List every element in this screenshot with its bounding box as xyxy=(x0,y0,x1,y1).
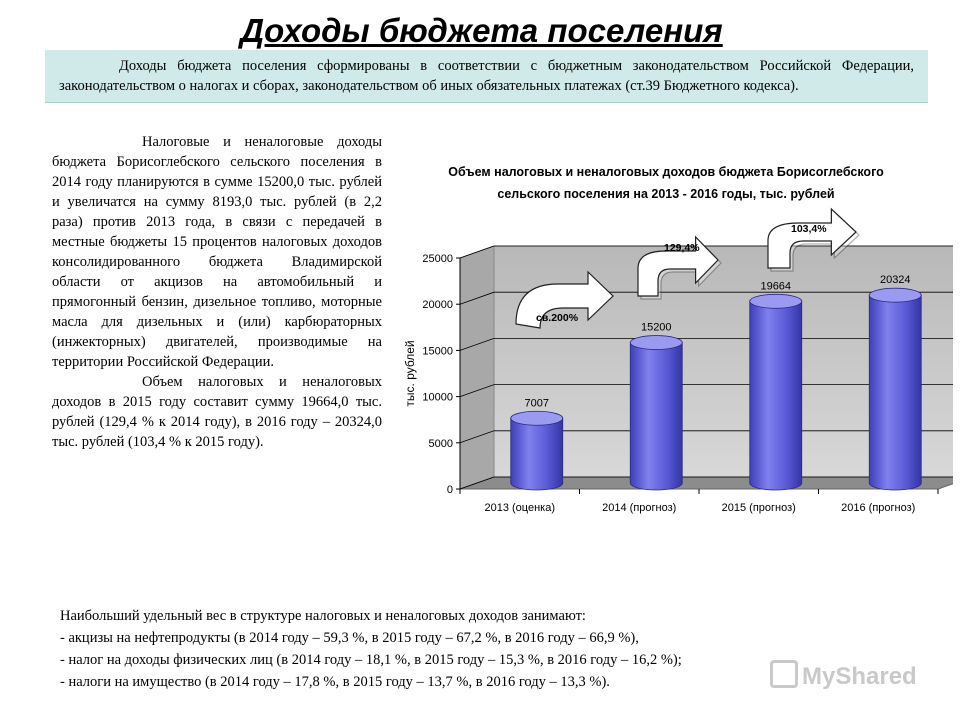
paragraph-2015-2016: Объем налоговых и неналоговых доходов в 2015 году составит сумму 19664,0 тыс. рублей (129,4 % к 2014 году), в 2016 году – 20324,0 тыс. рублей (103,4 % к 2015 году). xyxy=(52,374,382,450)
y-tick-label: 25000 xyxy=(422,253,453,265)
chart-svg xyxy=(398,134,953,530)
y-tick-label: 20000 xyxy=(422,299,453,312)
y-tick-label: 15000 xyxy=(422,345,453,358)
bar-2 xyxy=(750,301,802,490)
data-label-3: 20324 xyxy=(879,274,911,287)
intro-text: Доходы бюджета поселения сформированы в соответствии с бюджетным законодательством Российской Федерации, законодательством о налогах и сборах, законодательством об иных обязательных платежах (ст.39 Бюджетного кодекса). xyxy=(59,58,914,94)
bar-top-0 xyxy=(511,411,563,425)
growth-label-3: 103,4% xyxy=(791,223,827,235)
x-tick-label-3: 2016 (прогноз) xyxy=(841,502,916,514)
x-tick-label-2: 2015 (прогноз) xyxy=(721,502,796,514)
watermark-text: MyShared xyxy=(802,663,917,690)
paragraph-2014: Налоговые и неналоговые доходы бюджета Борисоглебского сельского поселения в 2014 году планируются в сумме 15200,0 тыс. рублей и увеличатся на сумму 8193,0 тыс. рублей (в 2,2 раза) против 2013 года, в связи с передачей в местные бюджеты 15 процентов налоговых доходов консолидированного бюджета Владимирской области от акцизов на автомобильный и прямогонный бензин, дизельное топливо, моторные масла для дизельных и (или) карбюраторных (инжекторных) двигателей, производимые на территории Российской Федерации. xyxy=(52,134,382,370)
structure-heading: Наибольший удельный вес в структуре налоговых и неналоговых доходов занимают: xyxy=(60,608,586,624)
chart-title-line: Объем налоговых и неналоговых доходов бюджета Борисоглебского xyxy=(448,165,884,179)
growth-label-1: св.200% xyxy=(536,312,579,324)
watermark-logo xyxy=(770,660,917,691)
chart-title-line: сельского поселения на 2013 - 2016 годы, тыс. рублей xyxy=(497,187,835,201)
x-tick-label-0: 2013 (оценка) xyxy=(484,502,556,514)
bar-top-3 xyxy=(869,288,921,302)
watermark-icon xyxy=(770,660,798,688)
structure-item-income-tax: - налог на доходы физических лиц (в 2014 году – 18,1 %, в 2015 году – 15,3 %, в 2016 году – 16,2 %); xyxy=(60,652,682,668)
structure-item-property-tax: - налоги на имущество (в 2014 году – 17,8 %, в 2015 году – 13,7 %, в 2016 году – 13,3 %). xyxy=(60,674,610,690)
y-tick-label: 0 xyxy=(446,484,453,496)
structure-item-excise: - акцизы на нефтепродукты (в 2014 году – 59,3 %, в 2015 году – 67,2 %, в 2016 году – 66,9 %), xyxy=(60,630,639,646)
growth-label-2: 129,4% xyxy=(664,242,700,254)
bar-top-1 xyxy=(630,336,682,350)
y-axis-label: тыс. рублей xyxy=(403,340,417,407)
x-tick-label-1: 2014 (прогноз) xyxy=(602,502,677,514)
revenue-chart xyxy=(398,134,953,530)
left-text-block xyxy=(52,132,382,452)
y-tick-label: 10000 xyxy=(422,391,453,404)
bar-0 xyxy=(511,418,563,490)
bar-3 xyxy=(869,295,921,490)
data-label-1: 15200 xyxy=(640,321,672,334)
y-tick-label: 5000 xyxy=(428,437,453,450)
data-label-2: 19664 xyxy=(760,280,792,293)
data-label-0: 7007 xyxy=(524,397,549,410)
chart-side-wall xyxy=(460,246,494,489)
bar-1 xyxy=(630,343,682,490)
intro-box xyxy=(45,50,928,103)
bar-top-2 xyxy=(750,294,802,308)
page-title: Доходы бюджета поселения xyxy=(240,12,723,49)
